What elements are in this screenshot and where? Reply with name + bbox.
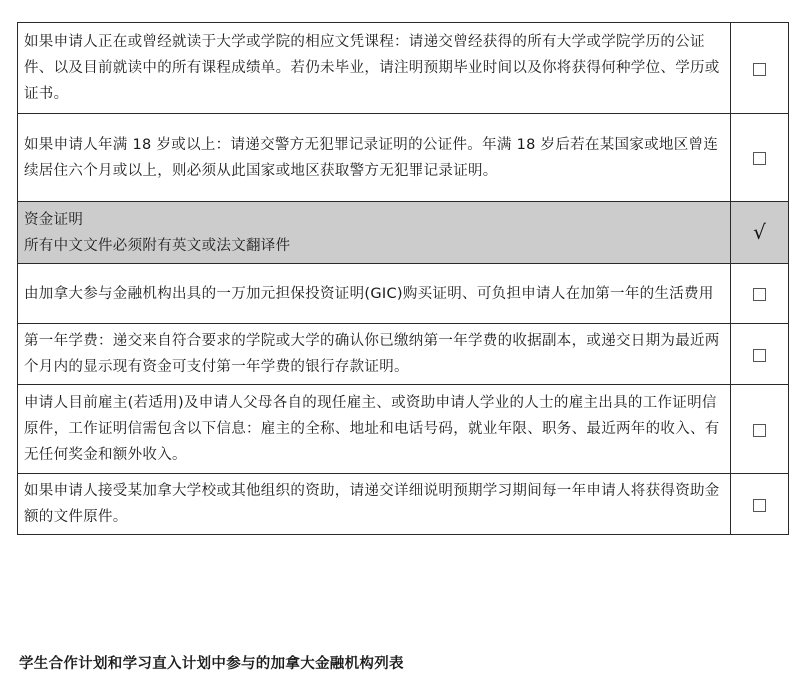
section-title: 资金证明 <box>24 211 84 228</box>
section-header-cell <box>18 202 731 264</box>
section-checkmark-cell <box>731 202 789 264</box>
checklist-row-gic <box>18 264 789 324</box>
checklist-checkbox-cell[interactable] <box>731 385 789 474</box>
checkmark-icon: √ <box>753 220 766 244</box>
checklist-row-education <box>18 23 789 114</box>
checkbox-icon[interactable] <box>753 424 766 437</box>
checklist-row-text: 如果申请人年满 18 岁或以上：请递交警方无犯罪记录证明的公证件。年满 18 岁后若在某国家或地区曾连续居住六个月或以上，则必须从此国家或地区获取警方无犯罪记录证明。 <box>18 114 731 202</box>
checklist-checkbox-cell[interactable] <box>731 324 789 385</box>
checklist-row-text: 如果申请人接受某加拿大学校或其他组织的资助，请递交详细说明预期学习期间每一年申请人将获得资助金额的文件原件。 <box>18 474 731 535</box>
checklist-row-sponsorship <box>18 474 789 535</box>
checkbox-icon[interactable] <box>753 152 766 165</box>
document-checklist-table <box>17 22 789 535</box>
checklist-checkbox-cell[interactable] <box>731 474 789 535</box>
section-note: 所有中文文件必须附有英文或法文翻译件 <box>24 237 291 254</box>
checklist-checkbox-cell[interactable] <box>731 114 789 202</box>
checklist-checkbox-cell[interactable] <box>731 23 789 114</box>
checkbox-icon[interactable] <box>753 349 766 362</box>
checklist-section-funds <box>18 202 789 264</box>
checklist-row-employment-letter <box>18 385 789 474</box>
checklist-row-police-certificate <box>18 114 789 202</box>
checkbox-icon[interactable] <box>753 288 766 301</box>
checklist-row-text: 如果申请人正在或曾经就读于大学或学院的相应文凭课程：请递交曾经获得的所有大学或学院学历的公证件、以及目前就读中的所有课程成绩单。若仍未毕业，请注明预期毕业时间以及你将获得何种学位、学历或证书。 <box>18 23 731 114</box>
checkbox-icon[interactable] <box>753 499 766 512</box>
checklist-row-tuition <box>18 324 789 385</box>
checklist-row-text: 由加拿大参与金融机构出具的一万加元担保投资证明(GIC)购买证明、可负担申请人在加第一年的生活费用 <box>18 264 731 324</box>
checklist-row-text: 申请人目前雇主(若适用)及申请人父母各自的现任雇主、或资助申请人学业的人士的雇主出具的工作证明信原件，工作证明信需包含以下信息：雇主的全称、地址和电话号码，就业年限、职务、最近两年的收入、有无任何奖金和额外收入。 <box>18 385 731 474</box>
checklist-row-text: 第一年学费：递交来自符合要求的学院或大学的确认你已缴纳第一年学费的收据副本，或递交日期为最近两个月内的显示现有资金可支付第一年学费的银行存款证明。 <box>18 324 731 385</box>
checkbox-icon[interactable] <box>753 63 766 76</box>
financial-institutions-heading: 学生合作计划和学习直入计划中参与的加拿大金融机构列表 <box>19 656 404 672</box>
checklist-checkbox-cell[interactable] <box>731 264 789 324</box>
